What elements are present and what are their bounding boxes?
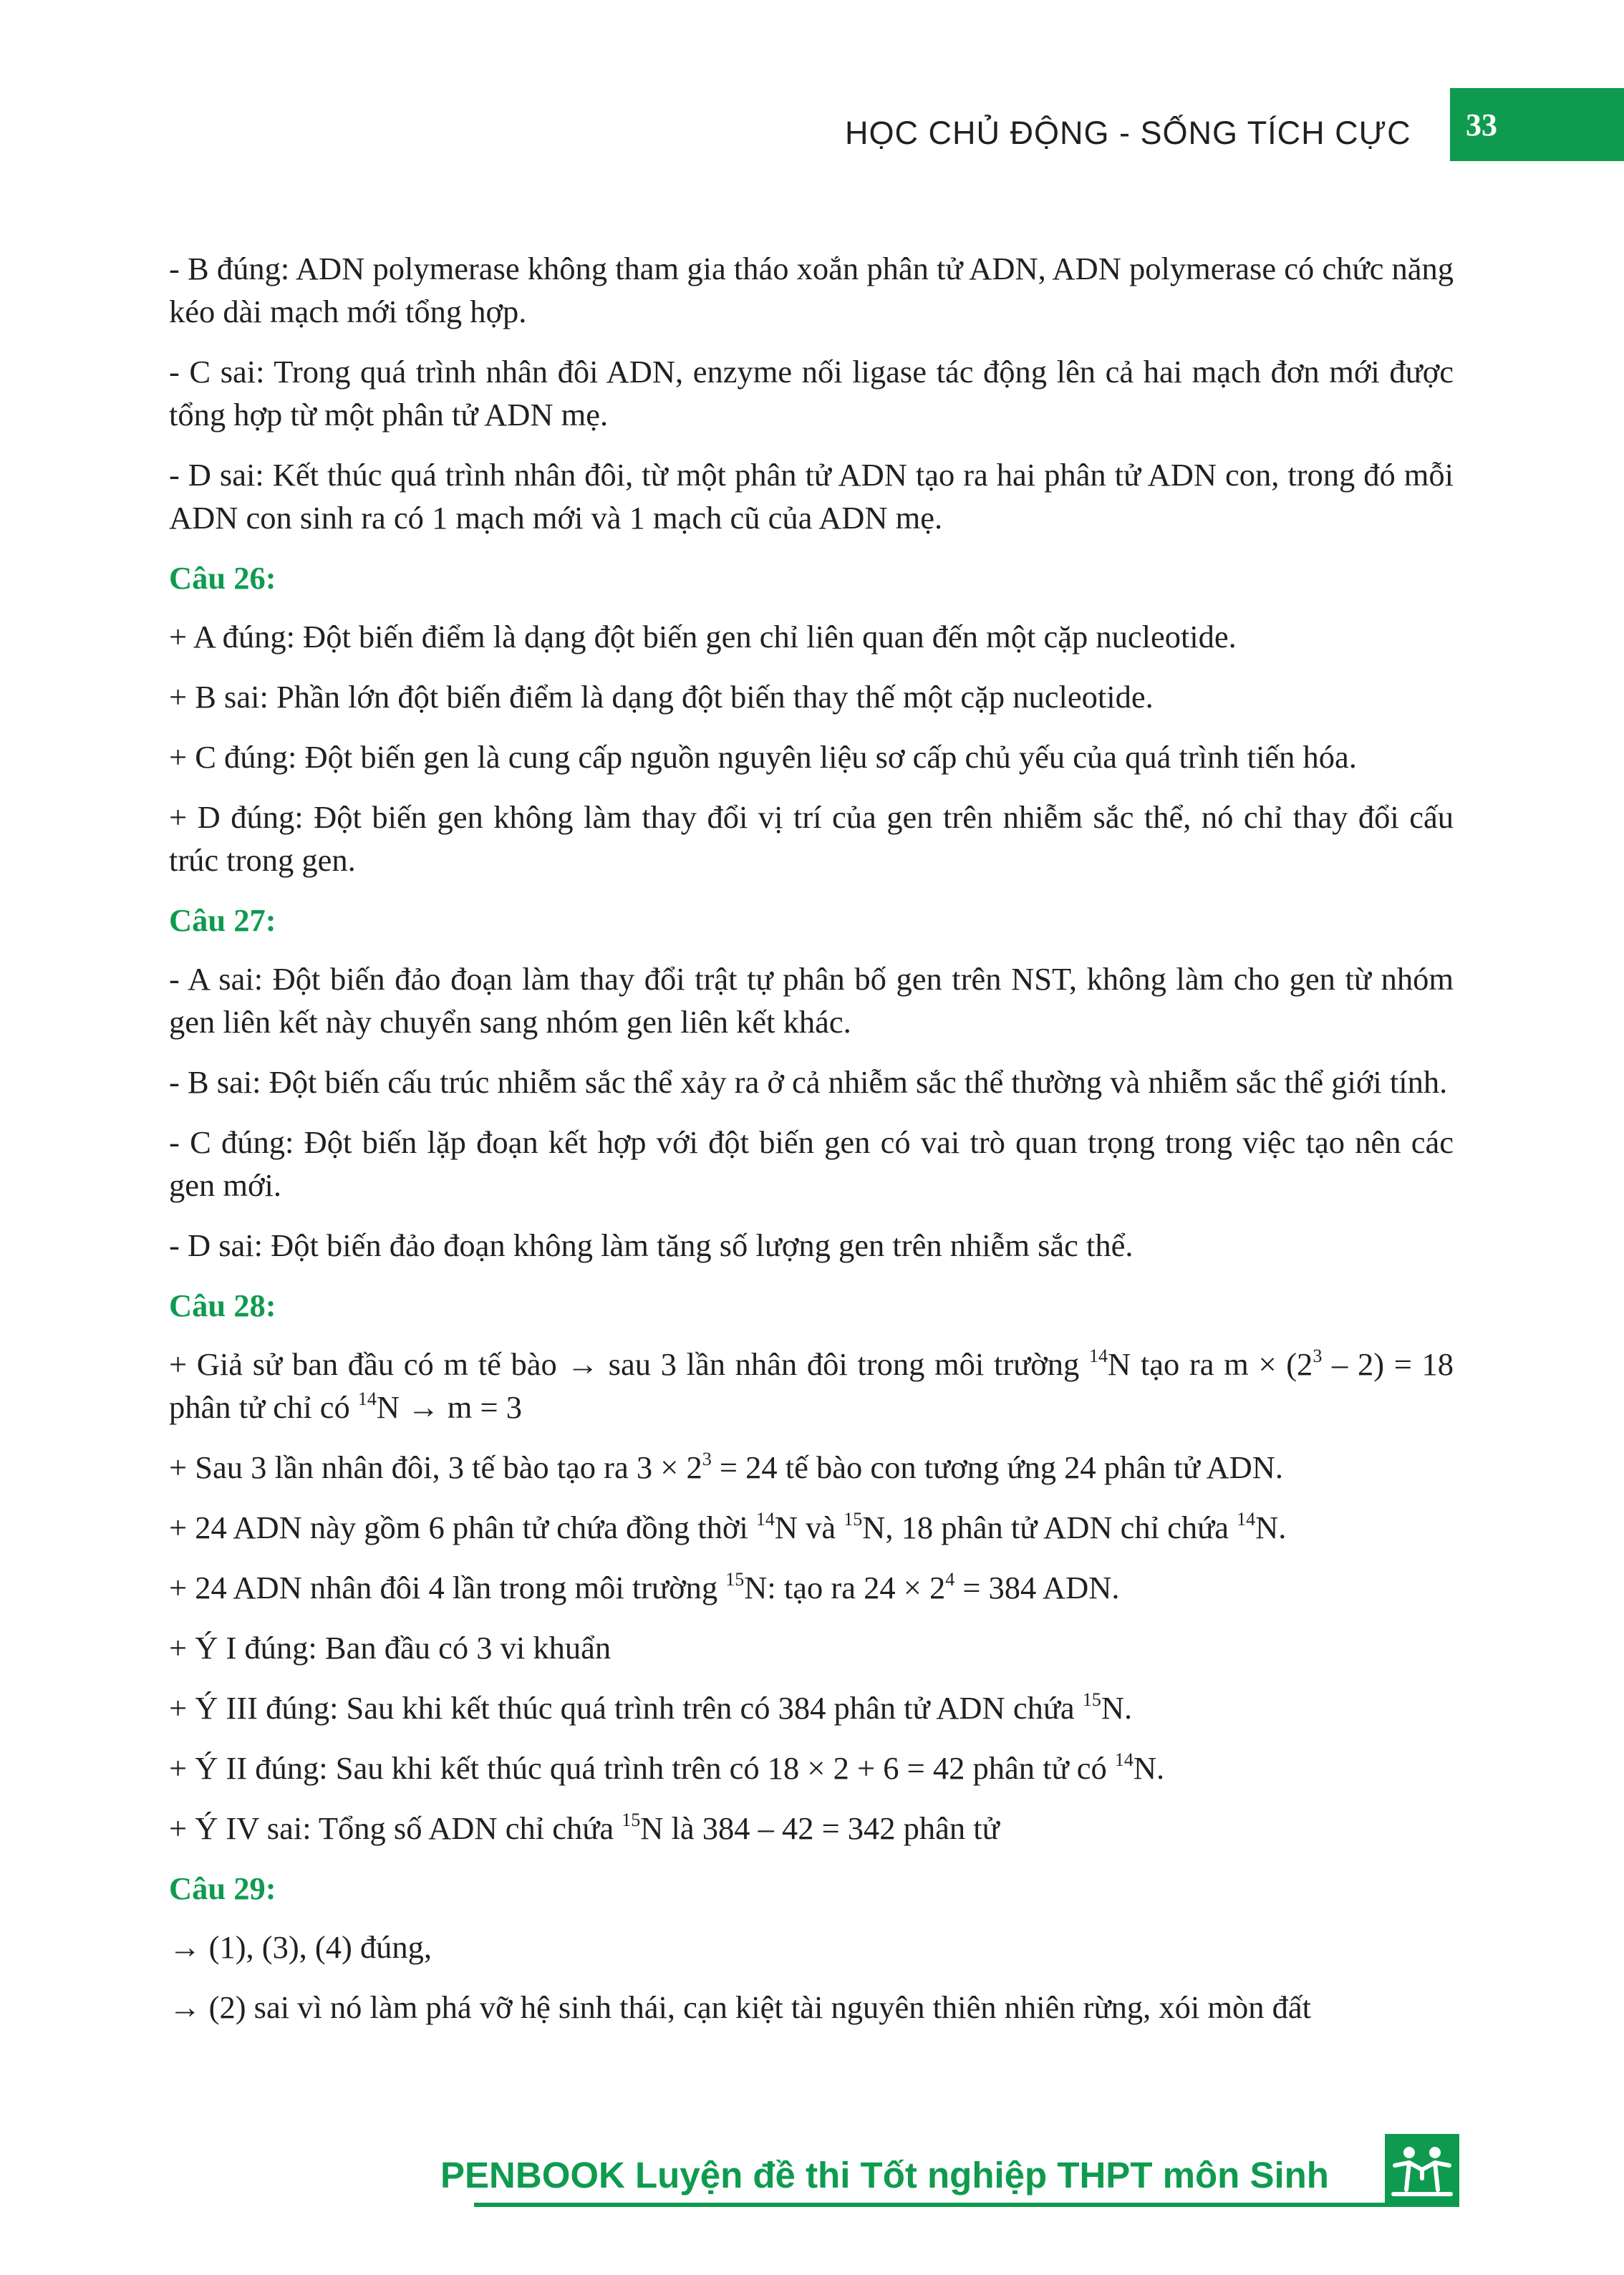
paragraph-text: - B đúng: ADN polymerase không tham gia tháo xoắn phân tử ADN, ADN polymerase có chức năng kéo dài mạch mới tổng hợp. <box>169 251 1454 329</box>
paragraph-text: + A đúng: Đột biến điểm là dạng đột biến gen chỉ liên quan đến một cặp nucleotide. <box>169 619 1237 655</box>
header-title: HỌC CHỦ ĐỘNG - SỐNG TÍCH CỰC <box>845 115 1411 151</box>
paragraph-text: + Ý IV sai: Tổng số ADN chỉ chứa <box>169 1810 622 1846</box>
question-heading <box>169 1284 1454 1327</box>
paragraph-text: → (1), (3), (4) đúng, <box>169 1929 432 1965</box>
paragraph-text: + D đúng: Đột biến gen không làm thay đổi vị trí của gen trên nhiễm sắc thể, nó chỉ thay đổi cấu trúc trong gen. <box>169 799 1454 878</box>
paragraph-text: + C đúng: Đột biến gen là cung cấp nguồn nguyên liệu sơ cấp chủ yếu của quá trình tiến hóa. <box>169 739 1357 775</box>
paragraph-text: + Sau 3 lần nhân đôi, 3 tế bào tạo ra 3 × 2 <box>169 1449 702 1485</box>
answer-paragraph <box>169 1926 1454 1969</box>
paragraph-text: N. <box>1133 1750 1165 1786</box>
paragraph-text: Câu 29: <box>169 1870 276 1906</box>
paragraph-text: - B sai: Đột biến cấu trúc nhiễm sắc thể xảy ra ở cả nhiễm sắc thể thường và nhiễm sắc thể giới tính. <box>169 1064 1448 1100</box>
answer-paragraph <box>169 247 1454 333</box>
paragraph-text: N. <box>1101 1690 1133 1726</box>
page-number-tab <box>1450 88 1624 161</box>
paragraph-text: - D sai: Đột biến đảo đoạn không làm tăng số lượng gen trên nhiễm sắc thể. <box>169 1227 1134 1263</box>
isotope-superscript: 15 <box>622 1810 641 1830</box>
paragraph-text: Câu 28: <box>169 1288 276 1323</box>
answer-paragraph <box>169 1446 1454 1489</box>
paragraph-text: N: tạo ra 24 × 2 <box>744 1570 946 1605</box>
paragraph-text: – 2) = 18 phân tử chỉ có <box>169 1346 1454 1425</box>
isotope-superscript: 3 <box>702 1449 712 1469</box>
answer-paragraph <box>169 1747 1454 1789</box>
isotope-superscript: 15 <box>725 1569 745 1590</box>
answer-paragraph <box>169 1224 1454 1267</box>
paragraph-text: - C đúng: Đột biến lặp đoạn kết hợp với đột biến gen có vai trò quan trọng trong việc tạo nên các gen mới. <box>169 1124 1454 1203</box>
answer-paragraph <box>169 1061 1454 1103</box>
answer-paragraph <box>169 675 1454 718</box>
answer-paragraph <box>169 796 1454 881</box>
footer-title: PENBOOK Luyện đề thi Tốt nghiệp THPT môn Sinh <box>440 2155 1329 2196</box>
answer-paragraph <box>169 1807 1454 1850</box>
answer-paragraph <box>169 350 1454 436</box>
isotope-superscript: 14 <box>357 1388 377 1409</box>
isotope-superscript: 14 <box>755 1509 775 1530</box>
paragraph-text: = 24 tế bào con tương ứng 24 phân tử ADN. <box>711 1449 1284 1485</box>
page-body <box>169 247 1454 2046</box>
paragraph-text: N là 384 – 42 = 342 phân tử <box>640 1810 1000 1846</box>
answer-paragraph <box>169 453 1454 539</box>
paragraph-text: Câu 26: <box>169 560 276 596</box>
paragraph-text: + 24 ADN nhân đôi 4 lần trong môi trường <box>169 1570 726 1605</box>
isotope-superscript: 3 <box>1313 1346 1323 1366</box>
paragraph-text: - A sai: Đột biến đảo đoạn làm thay đổi trật tự phân bố gen trên NST, không làm cho gen từ nhóm gen liên kết này chuyển sang nhóm gen liên kết khác. <box>169 961 1454 1040</box>
paragraph-text: + B sai: Phần lớn đột biến điểm là dạng đột biến thay thế một cặp nucleotide. <box>169 679 1154 715</box>
people-logo-icon <box>1385 2134 1459 2207</box>
paragraph-text: + Giả sử ban đầu có m tế bào → sau 3 lần nhân đôi trong môi trường <box>169 1346 1089 1382</box>
question-heading <box>169 556 1454 599</box>
paragraph-text: + 24 ADN này gồm 6 phân tử chứa đồng thời <box>169 1510 756 1545</box>
paragraph-text: + Ý I đúng: Ban đầu có 3 vi khuẩn <box>169 1630 612 1666</box>
paragraph-text: N → m = 3 <box>376 1389 522 1425</box>
isotope-superscript: 15 <box>1082 1689 1101 1710</box>
paragraph-text: N tạo ra m × (2 <box>1108 1346 1313 1382</box>
paragraph-text: N và <box>774 1510 844 1545</box>
answer-paragraph <box>169 1121 1454 1207</box>
answer-paragraph <box>169 615 1454 658</box>
answer-paragraph <box>169 1686 1454 1729</box>
isotope-superscript: 14 <box>1089 1346 1108 1366</box>
paragraph-text: N. <box>1255 1510 1287 1545</box>
answer-paragraph <box>169 735 1454 778</box>
paragraph-text: + Ý II đúng: Sau khi kết thúc quá trình trên có 18 × 2 + 6 = 42 phân tử có <box>169 1750 1115 1786</box>
paragraph-text: - C sai: Trong quá trình nhân đôi ADN, enzyme nối ligase tác động lên cả hai mạch đơn mới được tổng hợp từ một phân tử ADN mẹ. <box>169 354 1454 433</box>
paragraph-text: + Ý III đúng: Sau khi kết thúc quá trình trên có 384 phân tử ADN chứa <box>169 1690 1083 1726</box>
paragraph-text: Câu 27: <box>169 902 276 938</box>
answer-paragraph <box>169 1626 1454 1669</box>
question-heading <box>169 1867 1454 1910</box>
isotope-superscript: 14 <box>1237 1509 1256 1530</box>
isotope-superscript: 15 <box>844 1509 863 1530</box>
paragraph-text: → (2) sai vì nó làm phá vỡ hệ sinh thái, cạn kiệt tài nguyên thiên nhiên rừng, xói mòn đất <box>169 1989 1311 2025</box>
paragraph-text: - D sai: Kết thúc quá trình nhân đôi, từ một phân tử ADN tạo ra hai phân tử ADN con, trong đó mỗi ADN con sinh ra có 1 mạch mới và 1 mạch cũ của ADN mẹ. <box>169 457 1454 536</box>
question-heading <box>169 899 1454 942</box>
isotope-superscript: 14 <box>1114 1749 1134 1770</box>
answer-paragraph <box>169 1506 1454 1549</box>
page-number: 33 <box>1466 107 1497 143</box>
paragraph-text: = 384 ADN. <box>954 1570 1120 1605</box>
answer-paragraph <box>169 1343 1454 1429</box>
answer-paragraph <box>169 957 1454 1043</box>
answer-paragraph <box>169 1986 1454 2029</box>
answer-paragraph <box>169 1566 1454 1609</box>
paragraph-text: N, 18 phân tử ADN chỉ chứa <box>862 1510 1237 1545</box>
isotope-superscript: 4 <box>945 1569 955 1590</box>
footer-divider <box>474 2203 1399 2207</box>
